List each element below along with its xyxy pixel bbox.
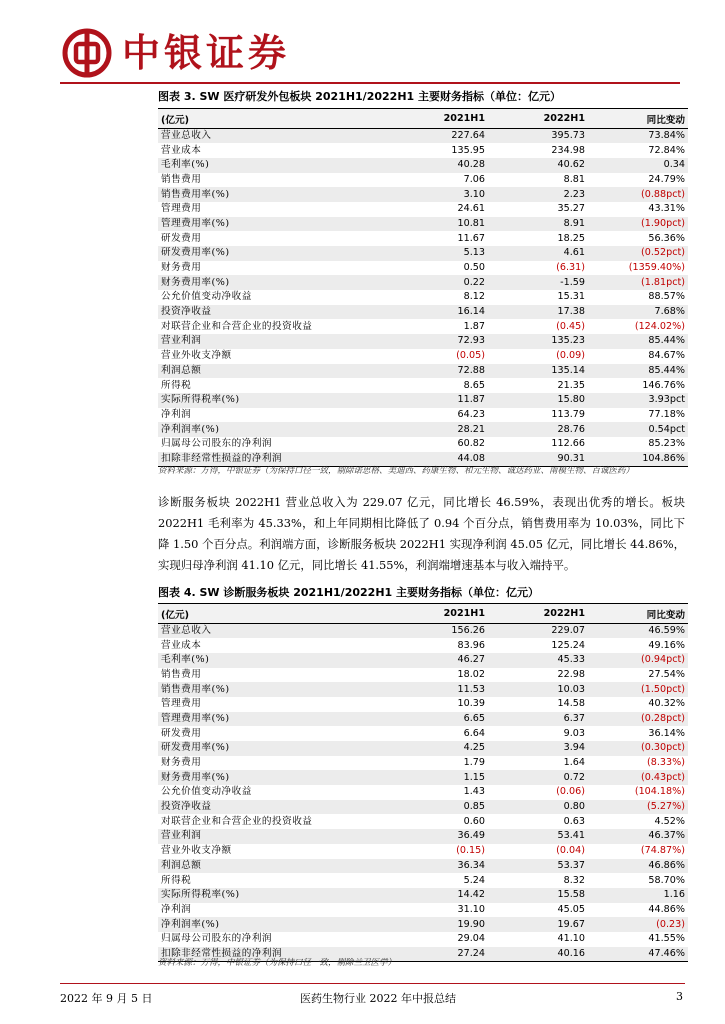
- table-row: [158, 917, 688, 932]
- footer-date: 2022 年 9 月 5 日: [60, 992, 153, 1005]
- value-2021h1: 44.08: [388, 452, 488, 467]
- table-row: [158, 246, 688, 261]
- table-row: [158, 319, 688, 334]
- value-2022h1: 4.61: [488, 246, 588, 261]
- row-label: 公允价值变动净收益: [161, 291, 252, 303]
- row-label: 投资净收益: [158, 305, 388, 320]
- value-2021h1: 8.65: [463, 379, 485, 391]
- value-2022h1: 53.41: [488, 829, 588, 844]
- col-header-2021h1: 2021H1: [388, 109, 488, 129]
- value-2022h1: 1.64: [563, 757, 585, 769]
- row-label: 净利润率(%): [158, 917, 388, 932]
- value-2022h1: 45.05: [557, 903, 585, 915]
- value-2021h1: 24.61: [457, 203, 485, 215]
- value-2021h1: 10.81: [388, 217, 488, 232]
- value-2021h1: 29.04: [457, 933, 485, 945]
- value-2022h1: 229.07: [488, 624, 588, 639]
- table-row: [158, 349, 688, 364]
- value-2021h1: 18.02: [457, 668, 485, 680]
- value-2022h1: 0.72: [488, 770, 588, 785]
- row-label: 营业利润: [158, 829, 388, 844]
- value-2021h1: 28.21: [388, 422, 488, 437]
- value-2022h1: 40.62: [488, 158, 588, 173]
- value-2022h1: (6.31): [556, 262, 585, 274]
- table2-body: [158, 624, 688, 962]
- yoy-change: 24.79%: [648, 173, 685, 185]
- col-header-yoy-change: 同比变动: [588, 604, 688, 624]
- row-label: 营业成本: [161, 144, 202, 156]
- yoy-change: (1359.40%): [628, 262, 685, 274]
- table2-financial-indicators: [158, 603, 688, 962]
- footer-doc-title: 医药生物行业 2022 年中报总结: [300, 992, 456, 1005]
- row-label: 销售费用: [161, 668, 202, 680]
- table-row: [158, 741, 688, 756]
- yoy-change: 46.37%: [588, 829, 688, 844]
- table-row: [158, 932, 688, 947]
- yoy-change: 49.16%: [648, 639, 685, 651]
- table-row: [158, 437, 688, 452]
- row-label: 利润总额: [158, 859, 388, 874]
- row-label: 实际所得税率(%): [158, 393, 388, 408]
- value-2022h1: 17.38: [488, 305, 588, 320]
- table-row: [158, 756, 688, 771]
- table-row: [158, 624, 688, 639]
- row-label: 管理费用率(%): [158, 712, 388, 727]
- yoy-change: 47.46%: [588, 947, 688, 962]
- row-label: 营业外收支净额: [161, 350, 232, 362]
- value-2021h1: 3.10: [388, 187, 488, 202]
- value-2022h1: 0.63: [563, 815, 585, 827]
- yoy-change: (0.94pct): [588, 653, 688, 668]
- yoy-change: 58.70%: [648, 874, 685, 886]
- value-2022h1: 6.37: [488, 712, 588, 727]
- value-2022h1: 125.24: [551, 639, 585, 651]
- row-label: 研发费用率(%): [158, 741, 388, 756]
- brand-name: 中银证券: [122, 30, 291, 75]
- table-row: [158, 814, 688, 829]
- table-row: [158, 305, 688, 320]
- table-row: [158, 408, 688, 423]
- yoy-change: 146.76%: [642, 379, 685, 391]
- value-2021h1: (0.15): [456, 845, 485, 857]
- yoy-change: (1.81pct): [588, 275, 688, 290]
- row-label: 对联营企业和合营企业的投资收益: [161, 815, 313, 827]
- value-2022h1: (0.04): [556, 845, 585, 857]
- table-row: [158, 393, 688, 408]
- yoy-change: (0.23): [588, 917, 688, 932]
- yoy-change: (5.27%): [588, 800, 688, 815]
- value-2022h1: 90.31: [488, 452, 588, 467]
- table-row: [158, 158, 688, 173]
- yoy-change: 46.59%: [588, 624, 688, 639]
- value-2022h1: (0.45): [556, 320, 585, 332]
- value-2022h1: 53.37: [488, 859, 588, 874]
- yoy-change: 88.57%: [648, 291, 685, 303]
- value-2021h1: 64.23: [457, 408, 485, 420]
- yoy-change: (1.90pct): [588, 217, 688, 232]
- table1-source-note: 资料来源：万得，中银证券（为保持口径一致，剔除诺思格、美迪西、药康生物、和元生物、诚达药业、南模生物、百诚医药）: [158, 466, 635, 476]
- yoy-change: 46.86%: [588, 859, 688, 874]
- header-rule: [60, 82, 680, 84]
- value-2022h1: 0.80: [488, 800, 588, 815]
- table-row: [158, 770, 688, 785]
- row-label: 研发费用: [161, 727, 202, 739]
- value-2021h1: 1.15: [388, 770, 488, 785]
- value-2021h1: 0.50: [463, 262, 485, 274]
- value-2021h1: 135.95: [451, 144, 485, 156]
- value-2021h1: 60.82: [457, 438, 485, 450]
- yoy-change: (0.43pct): [588, 770, 688, 785]
- col-header-2022h1: 2022H1: [488, 109, 588, 129]
- table-row: [158, 888, 688, 903]
- row-label: 管理费用: [161, 698, 202, 710]
- value-2021h1: 40.28: [388, 158, 488, 173]
- value-2021h1: 36.49: [388, 829, 488, 844]
- value-2021h1: 6.65: [388, 712, 488, 727]
- value-2021h1: 11.53: [388, 682, 488, 697]
- yoy-change: 27.54%: [648, 668, 685, 680]
- value-2022h1: 135.14: [488, 364, 588, 379]
- table-row: [158, 712, 688, 727]
- row-label: 净利润率(%): [158, 422, 388, 437]
- value-2021h1: 46.27: [388, 653, 488, 668]
- diagnostic-services-summary: 诊断服务板块 2022H1 营业总收入为 229.07 亿元，同比增长 46.59%，表现出优秀的增长。板块 2022H1 毛利率为 45.33%，和上年同期相比降低了 0.94 个百分点，销售费用率为 10.03%，同比下降 1.50 个百分点。利润端方面，诊断服务板块 2022H1 实现净利润 45.05 亿元，同比增长 44.86%，实现归母净利润 41.10 亿元，同比增长 41.55%，利润端增速基本与收入端持平。: [158, 495, 685, 572]
- value-2021h1: 0.60: [463, 815, 485, 827]
- table-row: [158, 129, 688, 144]
- value-2022h1: 3.94: [488, 741, 588, 756]
- value-2021h1: 72.88: [388, 364, 488, 379]
- value-2021h1: 1.43: [463, 786, 485, 798]
- table1-body: [158, 129, 688, 467]
- yoy-change: 77.18%: [648, 408, 685, 420]
- table-row: [158, 800, 688, 815]
- yoy-change: 104.86%: [588, 452, 688, 467]
- table1-header-row: [158, 109, 688, 129]
- value-2021h1: 31.10: [457, 903, 485, 915]
- value-2021h1: 27.24: [388, 947, 488, 962]
- value-2022h1: 22.98: [557, 668, 585, 680]
- row-label: 归属母公司股东的净利润: [161, 438, 273, 450]
- value-2021h1: 11.87: [388, 393, 488, 408]
- table-row: [158, 785, 688, 800]
- row-label: 对联营企业和合营企业的投资收益: [161, 320, 313, 332]
- value-2021h1: 83.96: [457, 639, 485, 651]
- yoy-change: 56.36%: [648, 232, 685, 244]
- table-row: [158, 231, 688, 246]
- row-label: 营业总收入: [158, 129, 388, 144]
- value-2022h1: 14.58: [557, 698, 585, 710]
- row-label: 所得税: [161, 379, 192, 391]
- yoy-change: (0.30pct): [588, 741, 688, 756]
- col-header-2021h1: 2021H1: [388, 604, 488, 624]
- yoy-change: 73.84%: [588, 129, 688, 144]
- row-label: 销售费用率(%): [158, 682, 388, 697]
- value-2022h1: 135.23: [488, 334, 588, 349]
- yoy-change: (74.87%): [640, 845, 685, 857]
- yoy-change: 1.16: [588, 888, 688, 903]
- col-header-2022h1: 2022H1: [488, 604, 588, 624]
- value-2021h1: 0.85: [388, 800, 488, 815]
- table-row: [158, 653, 688, 668]
- table-row: [158, 682, 688, 697]
- table-row: [158, 334, 688, 349]
- row-label: 扣除非经常性损益的净利润: [158, 947, 388, 962]
- row-label: 财务费用: [161, 262, 202, 274]
- value-2021h1: 8.12: [463, 291, 485, 303]
- value-2022h1: 21.35: [557, 379, 585, 391]
- value-2022h1: (0.06): [556, 786, 585, 798]
- table-row: [158, 173, 688, 188]
- table-row: [158, 697, 688, 712]
- value-2021h1: 5.13: [388, 246, 488, 261]
- row-label: 管理费用: [161, 203, 202, 215]
- table-row: [158, 873, 688, 888]
- value-2021h1: 156.26: [388, 624, 488, 639]
- row-label: 财务费用率(%): [158, 275, 388, 290]
- row-label: 毛利率(%): [158, 653, 388, 668]
- table-row: [158, 829, 688, 844]
- value-2022h1: 8.81: [563, 173, 585, 185]
- table-row: [158, 668, 688, 683]
- table-row: [158, 422, 688, 437]
- value-2021h1: 72.93: [388, 334, 488, 349]
- table1-title: 图表 3. SW 医疗研发外包板块 2021H1/2022H1 主要财务指标（单位：亿元）: [158, 90, 562, 103]
- yoy-change: 85.23%: [648, 438, 685, 450]
- value-2022h1: 8.32: [563, 874, 585, 886]
- table-row: [158, 638, 688, 653]
- value-2022h1: 15.58: [488, 888, 588, 903]
- yoy-change: (0.52pct): [588, 246, 688, 261]
- value-2022h1: 8.91: [488, 217, 588, 232]
- yoy-change: 7.68%: [588, 305, 688, 320]
- yoy-change: 3.93pct: [588, 393, 688, 408]
- value-2022h1: 395.73: [488, 129, 588, 144]
- table-row: [158, 844, 688, 859]
- footer-rule: [60, 983, 685, 984]
- value-2022h1: 9.03: [563, 727, 585, 739]
- yoy-change: 0.34: [588, 158, 688, 173]
- row-label: 归属母公司股东的净利润: [161, 933, 273, 945]
- value-2022h1: 35.27: [557, 203, 585, 215]
- table-row: [158, 364, 688, 379]
- value-2021h1: 5.24: [463, 874, 485, 886]
- value-2021h1: 7.06: [463, 173, 485, 185]
- table2-title: 图表 4. SW 诊断服务板块 2021H1/2022H1 主要财务指标（单位：亿元）: [158, 586, 540, 599]
- row-label: 所得税: [161, 874, 192, 886]
- yoy-change: (104.18%): [634, 786, 685, 798]
- value-2021h1: (0.05): [456, 350, 485, 362]
- row-label: 投资净收益: [158, 800, 388, 815]
- table-row: [158, 290, 688, 305]
- row-label: 财务费用: [161, 757, 202, 769]
- table-row: [158, 275, 688, 290]
- row-label: 净利润: [161, 903, 192, 915]
- row-label: 财务费用率(%): [158, 770, 388, 785]
- table-row: [158, 859, 688, 874]
- value-2022h1: 2.23: [488, 187, 588, 202]
- row-label: 管理费用率(%): [158, 217, 388, 232]
- row-label: 公允价值变动净收益: [161, 786, 252, 798]
- yoy-change: 41.55%: [648, 933, 685, 945]
- value-2022h1: -1.59: [488, 275, 588, 290]
- value-2022h1: 15.31: [557, 291, 585, 303]
- yoy-change: 36.14%: [648, 727, 685, 739]
- value-2022h1: 40.16: [488, 947, 588, 962]
- value-2021h1: 0.22: [388, 275, 488, 290]
- row-label: 销售费用率(%): [158, 187, 388, 202]
- yoy-change: 40.32%: [648, 698, 685, 710]
- yoy-change: 72.84%: [648, 144, 685, 156]
- row-label: 利润总额: [158, 364, 388, 379]
- table-row: [158, 143, 688, 158]
- yoy-change: (124.02%): [634, 320, 685, 332]
- bank-of-china-logo-icon: [62, 28, 112, 78]
- yoy-change: 43.31%: [648, 203, 685, 215]
- row-label: 研发费用: [161, 232, 202, 244]
- yoy-change: 4.52%: [654, 815, 685, 827]
- yoy-change: (1.50pct): [588, 682, 688, 697]
- yoy-change: 84.67%: [648, 350, 685, 362]
- yoy-change: (8.33%): [647, 757, 685, 769]
- row-label: 研发费用率(%): [158, 246, 388, 261]
- value-2021h1: 36.34: [388, 859, 488, 874]
- table-row: [158, 261, 688, 276]
- page-header: [60, 22, 680, 82]
- table1-financial-indicators: [158, 108, 688, 467]
- yoy-change: (0.28pct): [588, 712, 688, 727]
- page-number: 3: [676, 990, 683, 1003]
- value-2022h1: 113.79: [551, 408, 585, 420]
- value-2022h1: 15.80: [488, 393, 588, 408]
- col-header-unit: (亿元): [158, 604, 388, 624]
- table-row: [158, 202, 688, 217]
- table-row: [158, 187, 688, 202]
- table-row: [158, 217, 688, 232]
- row-label: 营业成本: [161, 639, 202, 651]
- value-2022h1: 28.76: [488, 422, 588, 437]
- row-label: 净利润: [161, 408, 192, 420]
- col-header-unit: (亿元): [158, 109, 388, 129]
- table2-header-row: [158, 604, 688, 624]
- value-2022h1: 112.66: [551, 438, 585, 450]
- row-label: 扣除非经常性损益的净利润: [158, 452, 388, 467]
- value-2021h1: 14.42: [388, 888, 488, 903]
- col-header-yoy-change: 同比变动: [588, 109, 688, 129]
- yoy-change: 44.86%: [648, 903, 685, 915]
- value-2021h1: 4.25: [388, 741, 488, 756]
- value-2021h1: 16.14: [388, 305, 488, 320]
- yoy-change: 85.44%: [588, 364, 688, 379]
- value-2021h1: 6.64: [463, 727, 485, 739]
- value-2021h1: 227.64: [388, 129, 488, 144]
- value-2022h1: 234.98: [551, 144, 585, 156]
- yoy-change: 0.54pct: [588, 422, 688, 437]
- table-row: [158, 726, 688, 741]
- table-row: [158, 903, 688, 918]
- table-row: [158, 378, 688, 393]
- value-2021h1: 1.79: [463, 757, 485, 769]
- value-2021h1: 10.39: [457, 698, 485, 710]
- value-2021h1: 1.87: [463, 320, 485, 332]
- value-2022h1: 41.10: [557, 933, 585, 945]
- value-2021h1: 11.67: [457, 232, 485, 244]
- row-label: 实际所得税率(%): [158, 888, 388, 903]
- value-2022h1: (0.09): [556, 350, 585, 362]
- row-label: 销售费用: [161, 173, 202, 185]
- yoy-change: 85.44%: [588, 334, 688, 349]
- row-label: 毛利率(%): [158, 158, 388, 173]
- row-label: 营业利润: [158, 334, 388, 349]
- value-2022h1: 18.25: [557, 232, 585, 244]
- value-2022h1: 19.67: [488, 917, 588, 932]
- row-label: 营业总收入: [158, 624, 388, 639]
- value-2022h1: 10.03: [488, 682, 588, 697]
- row-label: 营业外收支净额: [161, 845, 232, 857]
- yoy-change: (0.88pct): [588, 187, 688, 202]
- value-2021h1: 19.90: [388, 917, 488, 932]
- table2-source-note: 资料来源：万得，中银证券（为保持口径一致，剔除兰卫医学）: [158, 958, 397, 968]
- value-2022h1: 45.33: [488, 653, 588, 668]
